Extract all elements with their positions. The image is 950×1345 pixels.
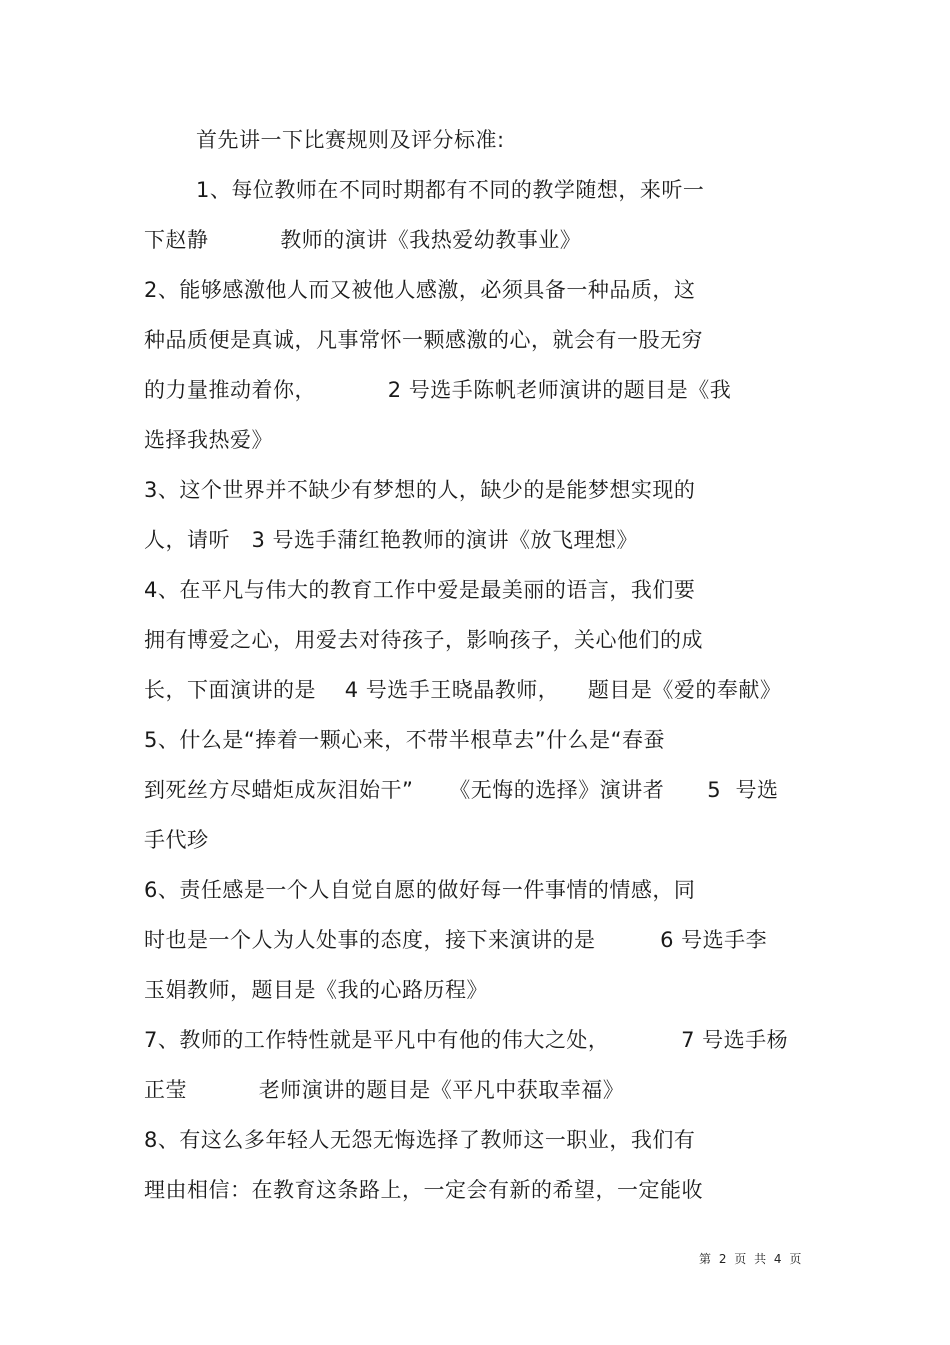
text-line: 2、能够感激他人而又被他人感激，必须具备一种品质，这 bbox=[144, 278, 696, 302]
text-line: 的力量推动着你， 2 号选手陈帆老师演讲的题目是《我 bbox=[144, 378, 732, 402]
text-line: 种品质便是真诚，凡事常怀一颗感激的心，就会有一股无穷 bbox=[144, 328, 703, 352]
text-line: 6、责任感是一个人自觉自愿的做好每一件事情的情感，同 bbox=[144, 878, 696, 902]
text-line: 下赵静 教师的演讲《我热爱幼教事业》 bbox=[144, 228, 582, 252]
text-line: 人，请听 3 号选手蒲红艳教师的演讲《放飞理想》 bbox=[144, 528, 639, 552]
text-line: 时也是一个人为人处事的态度，接下来演讲的是 6 号选手李 bbox=[144, 928, 768, 952]
text-line: 8、有这么多年轻人无怨无悔选择了教师这一职业，我们有 bbox=[144, 1128, 696, 1152]
text-line: 选择我热爱》 bbox=[144, 428, 273, 452]
page-number: 第 2 页 共 4 页 bbox=[699, 1252, 804, 1266]
text-line: 3、这个世界并不缺少有梦想的人，缺少的是能梦想实现的 bbox=[144, 478, 696, 502]
text-line: 4、在平凡与伟大的教育工作中爱是最美丽的语言，我们要 bbox=[144, 578, 696, 602]
text-line: 理由相信：在教育这条路上，一定会有新的希望，一定能收 bbox=[144, 1178, 703, 1202]
text-line: 手代珍 bbox=[144, 828, 209, 852]
text-line: 1、每位教师在不同时期都有不同的教学随想，来听一 bbox=[196, 178, 705, 202]
text-line: 7、教师的工作特性就是平凡中有他的伟大之处， 7 号选手杨 bbox=[144, 1028, 789, 1052]
text-line: 拥有博爱之心，用爱去对待孩子，影响孩子，关心他们的成 bbox=[144, 628, 703, 652]
text-line: 5、什么是“捧着一颗心来，不带半根草去”什么是“春蚕 bbox=[144, 728, 665, 752]
text-line: 首先讲一下比赛规则及评分标准: bbox=[196, 128, 505, 152]
text-line: 正莹 老师演讲的题目是《平凡中获取幸福》 bbox=[144, 1078, 625, 1102]
text-line: 玉娟教师，题目是《我的心路历程》 bbox=[144, 978, 488, 1002]
text-line: 到死丝方尽蜡炬成灰泪始干” 《无悔的选择》演讲者 5 号选 bbox=[144, 778, 779, 802]
text-line: 长，下面演讲的是 4 号选手王晓晶教师， 题目是《爱的奉献》 bbox=[144, 678, 782, 702]
